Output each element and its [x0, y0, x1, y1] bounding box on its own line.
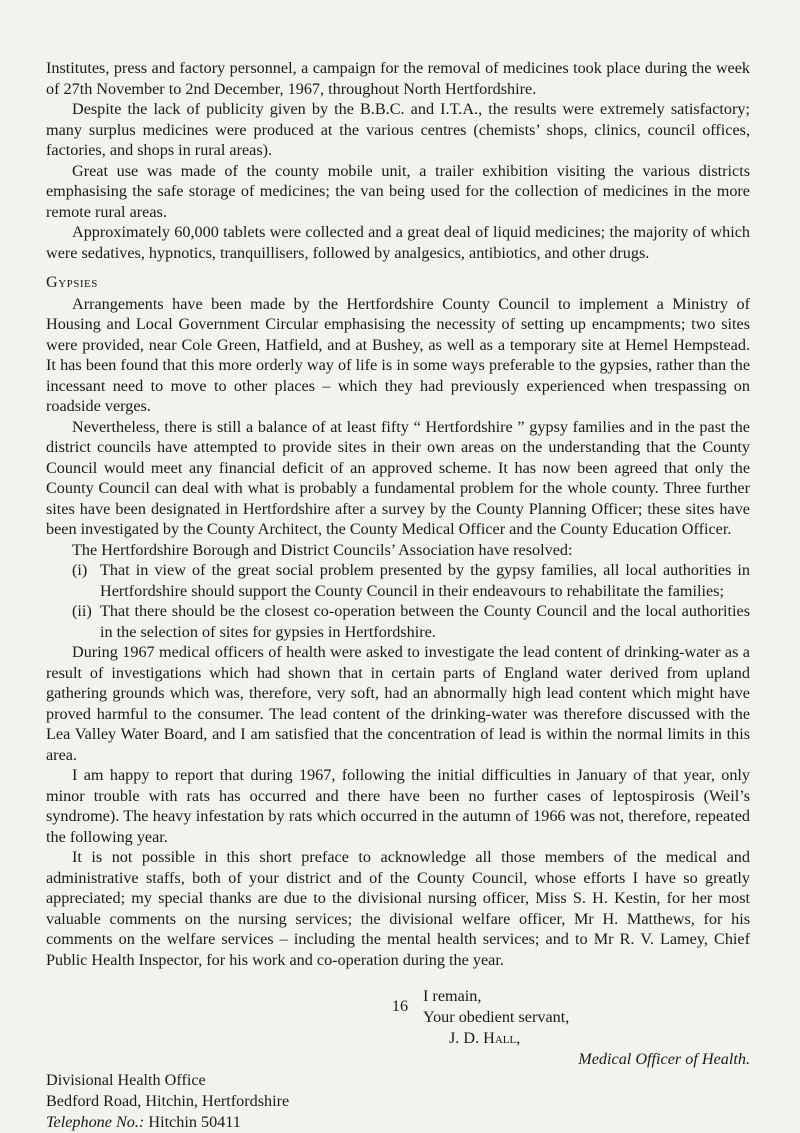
- intro-paragraph-2: Despite the lack of publicity given by the B.B.C. and I.T.A., the results were extremely satisfactory; many surplus medicines were produced at the various centres (chemists’ shops, clinics, council offices, factories, and shops in rural areas).: [46, 100, 750, 159]
- gypsies-paragraph-3: The Hertfordshire Borough and District Councils’ Association have resolved:: [72, 540, 573, 559]
- telephone-line: [46, 1112, 750, 1133]
- gypsies-paragraph-1: Arrangements have been made by the Hertfordshire County Council to implement a Ministry of Housing and Local Government Circular emphasising the necessity of setting up encampments; two sites were provided, near Cole Green, Hatfield, and at Bushey, as well as a temporary site at Hemel Hempstead. It has been found that this more orderly way of life is in some ways preferable to the gypsies, rather than the incessant need to move to other places – which they had previously experienced when trespassing on roadside verges.: [46, 294, 750, 415]
- signoff-line-servant: Your obedient servant,: [423, 1008, 570, 1026]
- address-line-2: Bedford Road, Hitchin, Hertfordshire: [46, 1092, 290, 1110]
- office-address: [46, 1070, 750, 1133]
- lead-content-paragraph: During 1967 medical officers of health were asked to investigate the lead content of drinking-water as a result of investigations which had shown that in certain parts of England water derived from upland gathering grounds which was, therefore, very soft, had an abnormally high lead content which might have proved harmful to the consumer. The lead content of the drinking-water was therefore discussed with the Lea Valley Water Board, and I am satisfied that the concentration of lead is within the normal limits in this area.: [46, 643, 750, 764]
- rats-paragraph: I am happy to report that during 1967, following the initial difficulties in January of that year, only minor trouble with rats has occurred and there have been no further cases of leptospirosis (Weil’s syndrome). The heavy infestation by rats which occurred in the autumn of 1966 was not, therefore, repeated the following year.: [46, 766, 750, 846]
- signatory-name: J. D. Hall,: [449, 1029, 521, 1047]
- section-heading-gypsies: Gypsies: [46, 273, 98, 291]
- resolution-number: (ii): [72, 602, 92, 620]
- acknowledgements-paragraph: It is not possible in this short preface to acknowledge all those members of the medical and administrative staffs, both of your district and of the County Council, whose efforts I have so greatly appreciated; my special thanks are due to the divisional nursing officer, Miss S. H. Kestin, for her most valuable comments on the nursing services; the divisional welfare officer, Mr H. Matthews, for his comments on the welfare services – including the mental health services; and to Mr R. V. Lamey, Chief Public Health Inspector, for his work and co-operation during the year.: [46, 848, 750, 969]
- resolution-text: That there should be the closest co-operation between the County Council and the local authorities in the selection of sites for gypsies in Hertfordshire.: [100, 602, 750, 641]
- intro-section: [46, 58, 750, 263]
- intro-paragraph-4: Approximately 60,000 tablets were collected and a great deal of liquid medicines; the majority of which were sedatives, hypnotics, tranquillisers, followed by analgesics, antibiotics, and other drugs.: [46, 223, 750, 262]
- intro-paragraph-3: Great use was made of the county mobile unit, a trailer exhibition visiting the various districts emphasising the safe storage of medicines; the van being used for the collection of medicines in the more remote rural areas.: [46, 161, 750, 221]
- address-line-1: Divisional Health Office: [46, 1071, 206, 1089]
- resolution-item-1: [46, 560, 750, 601]
- telephone-number: Hitchin 50411: [144, 1113, 241, 1131]
- signatory-title: Medical Officer of Health.: [578, 1050, 750, 1068]
- signoff-line-remain: I remain,: [423, 987, 482, 1005]
- resolution-text: That in view of the great social problem presented by the gypsy families, all local authorities in Hertfordshire should support the County Council in their endeavours to rehabilitate the families;: [100, 561, 750, 600]
- gypsies-paragraph-2: Nevertheless, there is still a balance of at least fifty “ Hertfordshire ” gypsy families and in the past the district councils have attempted to provide sites in their own areas on the understanding that the County Council would meet any financial deficit of an approved scheme. It has now been agreed that only the County Council can deal with what is probably a fundamental problem for the whole county. Three further sites have been designated in Hertfordshire after a survey by the County Planning Officer; these sites have been investigated by the County Architect, the County Medical Officer and the County Education Officer.: [46, 417, 750, 538]
- resolution-number: (i): [72, 561, 88, 579]
- telephone-label: Telephone No.:: [46, 1113, 145, 1131]
- gypsies-section: [46, 294, 750, 643]
- resolution-item-2: [46, 601, 750, 642]
- closing-section: [46, 642, 750, 970]
- page-number: 16: [391, 997, 409, 1015]
- intro-paragraph-1: Institutes, press and factory personnel, a campaign for the removal of medicines took place during the week of 27th November to 2nd December, 1967, throughout North Hertfordshire.: [46, 59, 750, 98]
